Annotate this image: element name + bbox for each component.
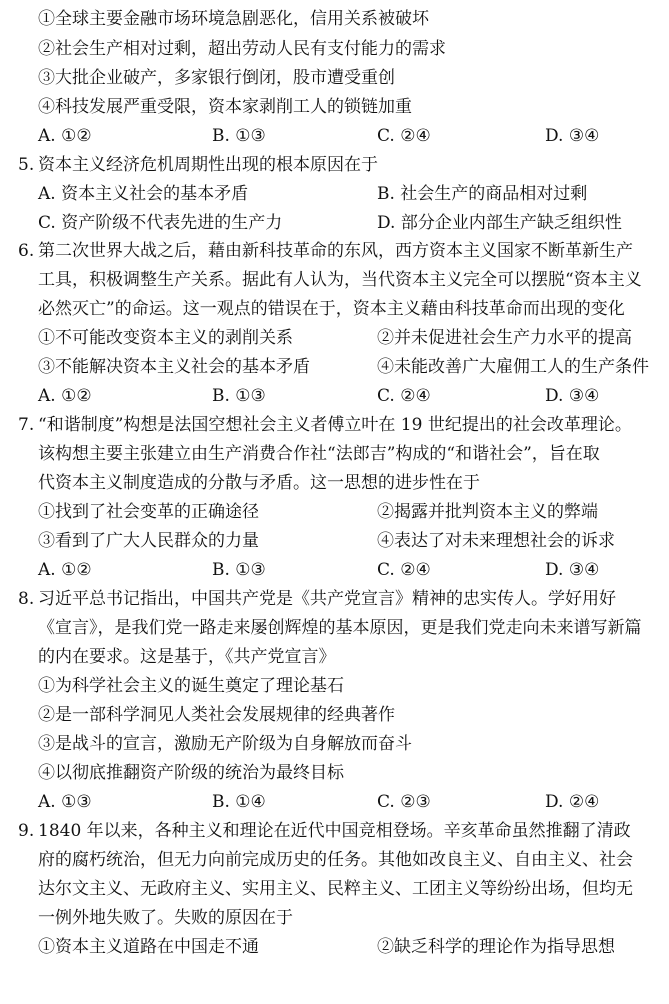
q8-stem-line-2: 《宣言》，是我们党一路走来屡创辉煌的基本原因，更是我们党走向未来谱写新篇 — [38, 618, 642, 638]
q8-number: 8. — [18, 589, 35, 609]
q4-option-c: C. ②④ — [377, 126, 431, 146]
q7-number: 7. — [18, 415, 35, 435]
q5-choice-b: B. 社会生产的商品相对过剩 — [377, 184, 588, 204]
q7-item-3: ③看到了广大人民群众的力量 — [38, 531, 259, 551]
q9-stem-line-2: 府的腐朽统治，但无力向前完成历史的任务。其他如改良主义、自由主义、社会 — [38, 850, 633, 870]
q7-items-row-2 — [0, 530, 669, 552]
q8-item-1: ①为科学社会主义的诞生奠定了理论基石 — [38, 676, 344, 696]
q6-number: 6. — [18, 241, 35, 261]
q7-option-c: C. ②④ — [377, 560, 431, 580]
q6-item-3: ③不能解决资本主义社会的基本矛盾 — [38, 357, 310, 377]
q7-stem-first — [18, 414, 632, 436]
q6-stem-first — [18, 240, 633, 262]
q4-option-d: D. ③④ — [545, 126, 600, 146]
q8-option-b: B. ①④ — [212, 792, 266, 812]
q6-stem-line-3: 必然灭亡”的命运。这一观点的错误在于，资本主义藉由科技革命而出现的变化 — [38, 299, 625, 319]
q5-number: 5. — [18, 155, 35, 175]
q6-items-row-1 — [0, 327, 669, 349]
q8-item-2: ②是一部科学洞见人类社会发展规律的经典著作 — [38, 705, 395, 725]
q6-item-2: ②并未促进社会生产力水平的提高 — [377, 328, 632, 348]
q5-choice-c: C. 资产阶级不代表先进的生产力 — [38, 213, 283, 233]
q7-item-4: ④表达了对未来理想社会的诉求 — [377, 531, 615, 551]
q6-option-b: B. ①③ — [212, 386, 266, 406]
q7-items-row-1 — [0, 501, 669, 523]
q9-stem-line-4: 一例外地失败了。失败的原因在于 — [38, 908, 293, 928]
q7-stem-line-2: 该构想主要主张建立由生产消费合作社“法郎吉”构成的“和谐社会”，旨在取 — [38, 444, 600, 464]
q9-items-row-1 — [0, 936, 669, 958]
q6-item-1: ①不可能改变资本主义的剥削关系 — [38, 328, 293, 348]
q7-option-b: B. ①③ — [212, 560, 266, 580]
q8-options — [0, 791, 669, 813]
q9-stem-line-1: 1840 年以来，各种主义和理论在近代中国竞相登场。辛亥革命虽然推翻了清政 — [38, 821, 631, 841]
q5-stem-line-1: 资本主义经济危机周期性出现的根本原因在于 — [38, 155, 378, 175]
q7-stem-line-3: 代资本主义制度造成的分散与矛盾。这一思想的进步性在于 — [38, 473, 480, 493]
q4-option-a: A. ①② — [38, 126, 92, 146]
q8-stem-first — [18, 588, 616, 610]
q6-stem-line-2: 工具，积极调整生产关系。据此有人认为，当代资本主义完全可以摆脱“资本主义 — [38, 270, 642, 290]
q6-stem-line-1: 第二次世界大战之后，藉由新科技革命的东风，西方资本主义国家不断革新生产 — [38, 241, 633, 261]
q7-option-a: A. ①② — [38, 560, 92, 580]
q4-item-3: ③大批企业破产，多家银行倒闭，股市遭受重创 — [38, 68, 395, 88]
q8-option-a: A. ①③ — [38, 792, 92, 812]
q9-item-1: ①资本主义道路在中国走不通 — [38, 937, 259, 957]
q8-stem-line-3: 的内在要求。这是基于，《共产党宣言》 — [38, 647, 336, 667]
q6-option-c: C. ②④ — [377, 386, 431, 406]
q8-stem-line-1: 习近平总书记指出，中国共产党是《共产党宣言》精神的忠实传人。学好用好 — [38, 589, 616, 609]
q6-item-4: ④未能改善广大雇佣工人的生产条件 — [377, 357, 649, 377]
q9-stem-first — [18, 820, 631, 842]
q9-item-2: ②缺乏科学的理论作为指导思想 — [377, 937, 615, 957]
q9-stem-line-3: 达尔文主义、无政府主义、实用主义、民粹主义、工团主义等纷纷出场，但均无 — [38, 879, 633, 899]
q5-choice-d: D. 部分企业内部生产缺乏组织性 — [377, 213, 622, 233]
q8-option-c: C. ②③ — [377, 792, 431, 812]
q8-item-3: ③是战斗的宣言，激励无产阶级为自身解放而奋斗 — [38, 734, 412, 754]
q6-option-d: D. ③④ — [545, 386, 600, 406]
q7-item-1: ①找到了社会变革的正确途径 — [38, 502, 259, 522]
q6-option-a: A. ①② — [38, 386, 92, 406]
q8-item-4: ④以彻底推翻资产阶级的统治为最终目标 — [38, 763, 344, 783]
q5-stem — [18, 154, 378, 176]
q7-options — [0, 559, 669, 581]
q6-options — [0, 385, 669, 407]
q7-stem-line-1: “和谐制度”构想是法国空想社会主义者傅立叶在 19 世纪提出的社会改革理论。 — [38, 415, 632, 435]
q4-options — [0, 125, 669, 147]
q6-items-row-2 — [0, 356, 669, 378]
q7-item-2: ②揭露并批判资本主义的弊端 — [377, 502, 598, 522]
q7-option-d: D. ③④ — [545, 560, 600, 580]
q9-number: 9. — [18, 821, 35, 841]
q8-option-d: D. ②④ — [545, 792, 600, 812]
q4-option-b: B. ①③ — [212, 126, 266, 146]
q5-choices-row-1 — [0, 183, 669, 205]
q5-choices-row-2 — [0, 212, 669, 234]
q4-item-2: ②社会生产相对过剩，超出劳动人民有支付能力的需求 — [38, 39, 446, 59]
q4-item-4: ④科技发展严重受限，资本家剥削工人的锁链加重 — [38, 97, 412, 117]
q5-choice-a: A. 资本主义社会的基本矛盾 — [38, 184, 249, 204]
q4-item-1: ①全球主要金融市场环境急剧恶化，信用关系被破坏 — [38, 9, 429, 29]
